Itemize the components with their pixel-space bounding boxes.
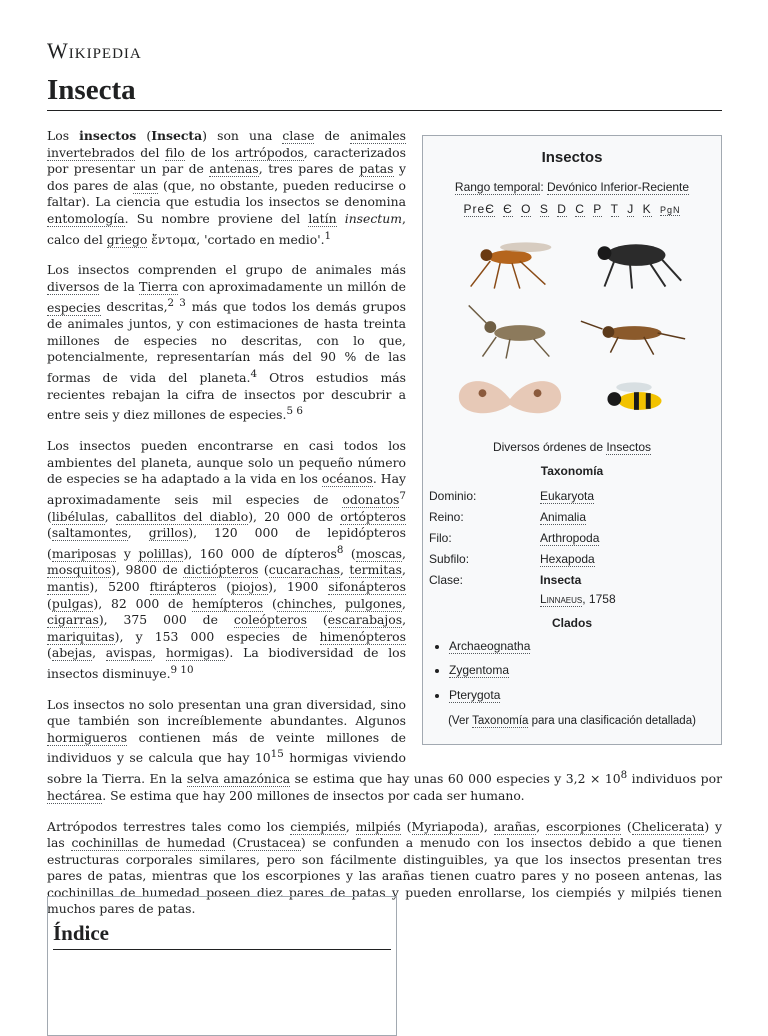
photo-caption: Diversos órdenes de Insectos — [492, 439, 652, 454]
link[interactable]: latín — [308, 210, 337, 226]
mantis-photo — [451, 299, 569, 363]
period-link[interactable]: J — [627, 202, 635, 217]
link[interactable]: chinches — [276, 595, 333, 611]
period-link[interactable]: D — [557, 202, 567, 217]
citation[interactable]: 5 6 — [286, 405, 303, 418]
link[interactable]: escorpiones — [545, 818, 622, 834]
taxonomy-rank: Filo: — [429, 531, 452, 546]
link[interactable]: saltamontes — [51, 525, 128, 541]
clados-heading: Clados — [551, 615, 592, 630]
link[interactable]: abejas — [51, 645, 93, 661]
link[interactable]: mantis — [47, 579, 90, 594]
link[interactable]: libélulas — [51, 508, 105, 524]
link[interactable]: avispas — [105, 645, 153, 661]
taxonomy-rank: Reino: — [429, 510, 464, 525]
period-link[interactable]: K — [642, 202, 652, 217]
period-link[interactable]: S — [539, 202, 549, 217]
link[interactable]: hemípteros — [192, 595, 264, 611]
taxon-link[interactable]: Eukaryota — [540, 489, 595, 504]
insectos-link[interactable]: Insectos — [606, 439, 652, 454]
link[interactable]: hectárea — [47, 787, 103, 803]
link[interactable]: odonatos — [342, 491, 400, 507]
citation[interactable]: 2 3 — [167, 297, 186, 310]
fly-photo — [451, 229, 569, 293]
superscript: 8 — [620, 769, 628, 782]
link[interactable]: cucarachas — [268, 562, 340, 578]
taxonomy-heading: Taxonomía — [540, 464, 604, 479]
page-title: Insecta — [47, 74, 722, 111]
citation[interactable]: 8 — [336, 543, 344, 556]
link[interactable]: patas — [359, 161, 394, 177]
link[interactable]: alas — [133, 177, 159, 193]
rango-value-link[interactable]: Devónico Inferior-Reciente — [546, 179, 690, 194]
paragraph-diversity: Los insectos comprenden el grupo de animales más diversos de la Tierra con aproximadamente un millón de especies descritas,$^{2 3}$ más que todos los demás grupos de animales juntos, y con estimaciones de hasta treinta millones de especies no descritas, con lo que, potencialmente, representarían más del 90 % de las formas de vida del planeta.$^4$ Otros estudios más recientes rebajan la cifra de insectos por descubrir a entre seis y diez millones de especies.$^{5 6}$ — [47, 262, 406, 423]
link[interactable]: polillas — [138, 545, 184, 561]
link[interactable]: griego — [106, 231, 148, 247]
infobox-title: Insectos — [541, 149, 603, 166]
beetle-photo — [575, 229, 693, 293]
geologic-timeline — [427, 201, 717, 219]
wikipedia-logo[interactable]: Wikipedia — [47, 38, 142, 63]
paragraph-habitats: Los insectos pueden encontrarse en casi todos los ambientes del planeta, aunque solo un pequeño número de especies se ha adaptado a la vida en los océanos. Hay aproximadamente seis mil especies de odonatos$^7$ (libélulas, caballitos del diablo), 20 000 de ortópteros (saltamontes, grillos), 120 000 de lepidópteros (mariposas y polillas), 160 000 de dípteros$^8$ (moscas, mosquitos), 9800 de dictiópteros (cucarachas, termitas, mantis), 5200 ftirápteros (piojos), 1900 sifonápteros (pulgas), 82 000 de hemípteros (chinches, pulgones, cigarras), 375 000 de coleópteros (escarabajos, mariquitas), y 153 000 especies de himenópteros (abejas, avispas, hormigas). La biodiversidad de los insectos disminuye.$^{9 10}$ — [47, 438, 407, 682]
clado-link[interactable]: Zygentoma — [449, 663, 510, 678]
clado-link[interactable]: Pterygota — [449, 687, 501, 702]
paragraph-abundance: Los insectos no solo presentan una gran diversidad, sino que también son increíblemente abundantes. Algunos hormigueros contienen más de veinte millones de individuos y se calcula que hay $10^{15}$ hormigas viviendo sobre la Tierra. En la selva amazónica se estima que hay unas 60 000 especies y $3,2 \times 10^8$ individuos por hectárea. Se estima que hay 200 millones de insectos por cada ser humano. — [47, 696, 722, 803]
toc-title: Índice — [53, 921, 391, 950]
wasp-photo — [575, 369, 693, 433]
link[interactable]: filo — [165, 144, 185, 160]
taxonomy-row — [427, 528, 717, 549]
taxonomy-rank: Subfilo: — [429, 552, 470, 567]
taxon-link[interactable]: Animalia — [540, 510, 587, 525]
period-link[interactable]: C — [575, 202, 585, 217]
clados-list — [449, 638, 717, 704]
period-link[interactable]: O — [521, 202, 532, 217]
temporal-range: Rango temporal: Devónico Inferior-Reciente — [454, 179, 690, 194]
period-link[interactable]: Є — [503, 202, 513, 217]
link[interactable]: mariquitas — [47, 628, 115, 644]
link[interactable]: Chelicerata — [631, 818, 705, 834]
list-item — [449, 687, 717, 704]
link[interactable]: ftirápteros — [149, 579, 217, 594]
cricket-photo — [575, 299, 693, 363]
link[interactable]: coleópteros — [233, 612, 307, 628]
taxonomy-row — [427, 549, 717, 570]
taxon-link[interactable]: Arthropoda — [540, 531, 600, 546]
link[interactable]: Myriapoda — [411, 818, 480, 834]
moth-photo — [451, 369, 569, 433]
list-item — [449, 638, 717, 655]
period-link[interactable]: PgN — [659, 205, 681, 216]
link[interactable]: termitas — [349, 562, 403, 578]
table-of-contents — [47, 896, 397, 1036]
period-link[interactable]: P — [593, 202, 603, 217]
link[interactable]: océanos — [321, 471, 373, 487]
linnaeus-link[interactable]: Linnaeus — [540, 591, 583, 606]
infobox — [422, 135, 722, 745]
link[interactable]: piojos — [231, 579, 269, 594]
link[interactable]: animales invertebrados — [47, 128, 406, 160]
clado-link[interactable]: Archaeognatha — [449, 638, 531, 653]
taxonomy-rank: Dominio: — [429, 489, 477, 504]
link[interactable]: dictiópteros — [183, 562, 259, 578]
citation[interactable]: 7 — [399, 489, 406, 502]
citation[interactable]: 4 — [250, 367, 258, 380]
link[interactable]: artrópodos — [235, 144, 304, 160]
taxon-link[interactable]: Hexapoda — [540, 552, 595, 567]
link[interactable]: hormigueros — [47, 729, 128, 745]
taxonomy-row — [427, 486, 717, 507]
period-link[interactable]: PreЄ — [463, 202, 495, 217]
insect-photo-collage[interactable] — [427, 229, 717, 429]
link[interactable]: especies — [47, 299, 101, 315]
taxonomy-row — [427, 507, 717, 528]
link[interactable]: Tierra — [139, 278, 178, 294]
link[interactable]: sifonápteros — [328, 579, 406, 594]
taxon-current: Insecta — [540, 573, 582, 588]
link[interactable]: cochinillas de humedad — [71, 835, 226, 851]
paragraph-intro: Los insectos (Insecta) son una clase de animales invertebrados del filo de los artrópodos, caracterizados por presentar un par de antenas, tres pares de patas y dos pares de alas (que, no obstante, pueden reducirse o faltar). La ciencia que estudia los insectos se denomina entomología. Su nombre proviene del latín insectum, calco del griego ἔντομα, 'cortado en medio'.$^1$ — [47, 128, 407, 247]
list-item — [449, 662, 717, 679]
link[interactable]: mosquitos — [47, 562, 112, 578]
taxonomy-row — [427, 570, 717, 591]
link[interactable]: escarabajos — [327, 612, 403, 628]
link[interactable]: pulgas — [51, 595, 94, 611]
link[interactable]: hormigas — [165, 645, 225, 661]
link[interactable]: caballitos del diablo — [115, 508, 249, 524]
period-link[interactable]: T — [610, 202, 619, 217]
infobox-note: (Ver Taxonomía para una clasificación detallada) — [448, 715, 696, 728]
authority-year: , 1758 — [582, 591, 616, 606]
link[interactable]: mariposas — [51, 545, 117, 561]
link[interactable]: antenas — [209, 161, 259, 177]
taxonomia-link[interactable]: Taxonomía — [472, 715, 529, 728]
link[interactable]: cigarras — [47, 612, 99, 628]
link[interactable]: entomología — [47, 210, 125, 226]
taxonomy-rank: Clase: — [429, 573, 464, 588]
link[interactable]: Crustacea — [237, 835, 301, 851]
link[interactable]: milpiés — [355, 818, 401, 834]
link[interactable]: ciempiés — [290, 818, 346, 834]
link[interactable]: himenópteros — [319, 628, 406, 644]
rango-temporal-link[interactable]: Rango temporal — [454, 179, 541, 194]
link[interactable]: moscas — [355, 545, 403, 561]
link[interactable]: pulgones — [345, 595, 403, 611]
link[interactable]: diversos — [47, 278, 100, 294]
link[interactable]: ortópteros — [340, 508, 406, 524]
authority-row — [427, 591, 717, 607]
superscript: 15 — [270, 748, 284, 761]
link[interactable]: arañas — [493, 818, 537, 834]
link[interactable]: clase — [282, 128, 315, 143]
citation[interactable]: 1 — [324, 229, 332, 242]
link[interactable]: selva amazónica — [186, 771, 291, 787]
citation[interactable]: 9 10 — [170, 663, 194, 676]
link[interactable]: grillos — [148, 525, 189, 541]
article-body — [47, 128, 722, 932]
paragraph-arthropods: Artrópodos terrestres tales como los ciempiés, milpiés (Myriapoda), arañas, escorpiones (Chelicerata) y las cochinillas de humedad (Crustacea) se confunden a menudo con los insectos debido a que tienen estructuras corporales similares, pero son fácilmente distinguibles, ya que los insectos presentan tres pares de patas, mientras que los escorpiones y las arañas tienen cuatro pares y no poseen antenas, las cochinillas de humedad poseen diez pares de patas y pueden enrollarse, los ciempiés y milpiés tienen muchos pares de patas. — [47, 818, 723, 917]
